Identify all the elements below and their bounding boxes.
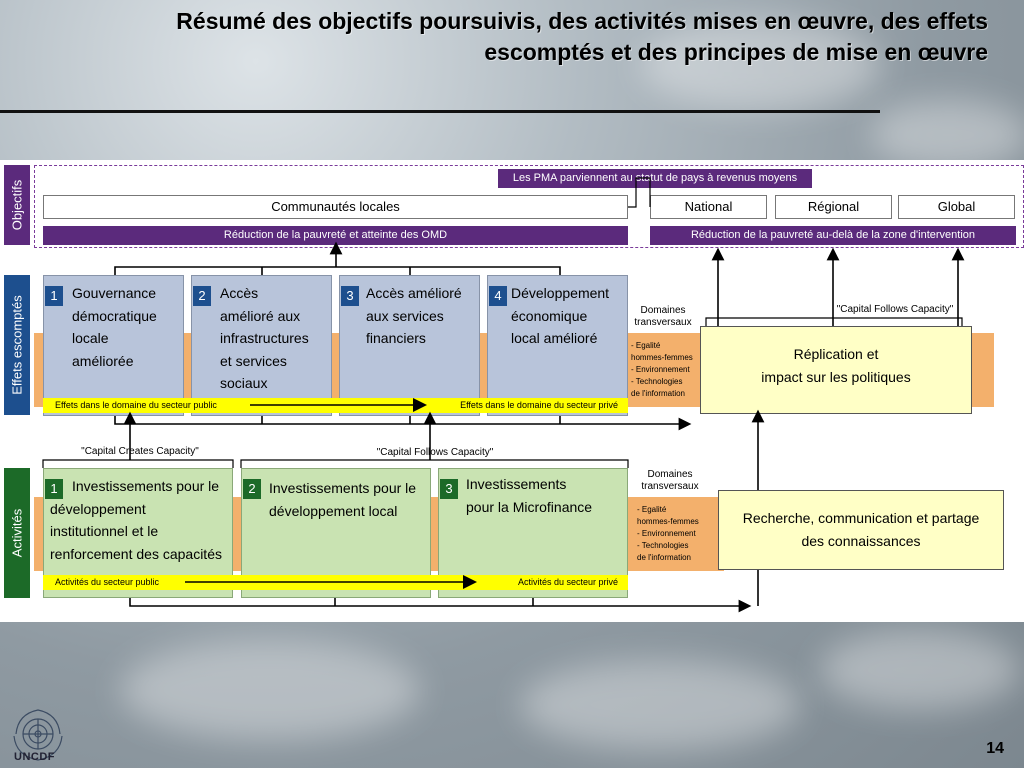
effect-text: Gouvernance démocratique locale améliorée [72, 285, 157, 369]
effects-domaines-label: Domaines transversaux [634, 305, 692, 328]
objective-regional-box: Régional [775, 195, 892, 219]
activities-domaines-list: - Egalité hommes-femmes - Environnement - Technologies de l'information [637, 505, 699, 562]
effects-domaines-list: - Egalité hommes-femmes - Environnement - Technologies de l'information [631, 341, 693, 398]
effect-number: 3 [341, 286, 359, 306]
capital-follows-mid-label: "Capital Follows Capacity" [376, 447, 494, 458]
uncdf-logo-text: UNCDF [14, 751, 55, 763]
objective-left-bar: Réduction de la pauvreté et atteinte des OMD [43, 226, 628, 245]
activity-text: Investissements pour le développement institutionnel et le renforcement des capacités [50, 478, 222, 562]
page-number: 14 [986, 740, 1004, 757]
section-tab-activites: Activités [4, 468, 30, 598]
effects-public-label: Effets dans le domaine du secteur public [55, 400, 217, 410]
replication-box: Réplication et impact sur les politiques [700, 326, 972, 414]
activity-number: 2 [243, 479, 261, 499]
effect-text: Accès amélioré aux services financiers [366, 285, 462, 346]
activity-text: Investissements pour le développement local [269, 480, 417, 519]
activities-domaines-label: Domaines transversaux [641, 469, 699, 492]
objective-pma-banner: Les PMA parviennent au statut de pays à revenus moyens [498, 169, 812, 188]
objective-local-box: Communautés locales [43, 195, 628, 219]
section-tab-objectifs: Objectifs [4, 165, 30, 245]
effect-text: Développement économique local amélioré [511, 285, 610, 346]
recherche-box: Recherche, communication et partage des connaissances [718, 490, 1004, 570]
capital-creates-label: "Capital Creates Capacity" [81, 446, 199, 457]
activities-public-label: Activités du secteur public [55, 577, 160, 587]
activity-text: Investissements pour la Microfinance [466, 476, 593, 515]
capital-follows-top-label: "Capital Follows Capacity" [836, 304, 954, 315]
objective-global-box: Global [898, 195, 1015, 219]
effect-text: Accès amélioré aux infrastructures et services sociaux [220, 285, 309, 391]
activity-number: 1 [45, 479, 63, 499]
page-title: Résumé des objectifs poursuivis, des activités mises en œuvre, des effets escomptés et des principes de mise en œuvre [176, 8, 988, 65]
effects-private-label: Effets dans le domaine du secteur privé [460, 400, 618, 410]
activities-private-label: Activités du secteur privé [517, 577, 618, 587]
objective-right-bar: Réduction de la pauvreté au-delà de la zone d'intervention [650, 226, 1016, 245]
objective-national-box: National [650, 195, 767, 219]
effect-number: 1 [45, 286, 63, 306]
activity-number: 3 [440, 479, 458, 499]
effect-number: 4 [489, 286, 507, 306]
section-tab-effets: Effets escomptés [4, 275, 30, 415]
effect-number: 2 [193, 286, 211, 306]
